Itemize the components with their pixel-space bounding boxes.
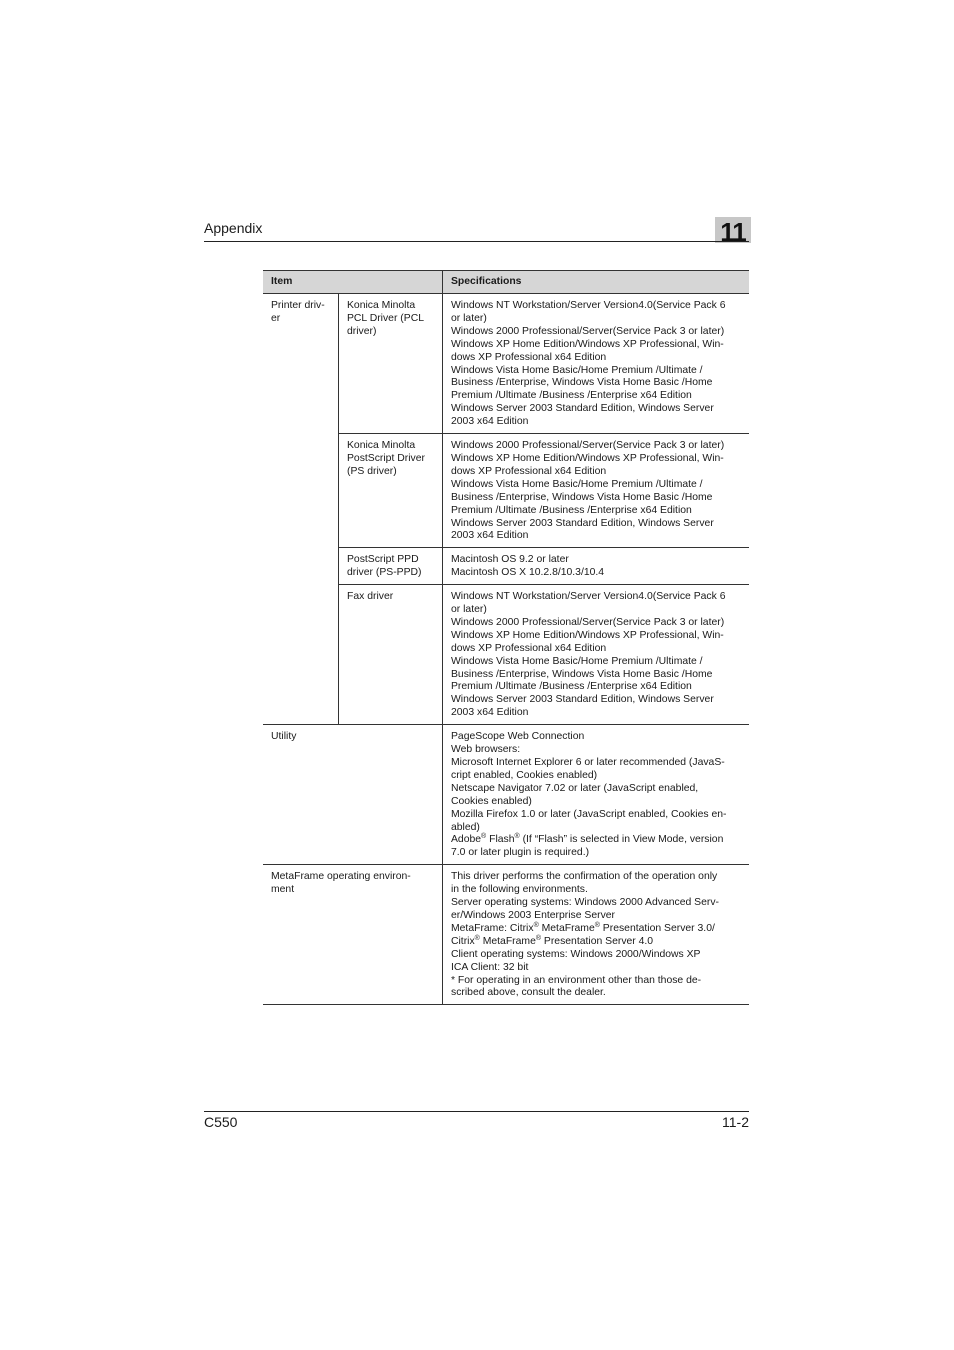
footer-page-number: 11-2 bbox=[722, 1114, 749, 1130]
presentation-server-text: Presentation Server 4.0 bbox=[541, 935, 654, 947]
spec-line: * For operating in an environment other than those de- bbox=[451, 974, 702, 986]
spec-line: Mozilla Firefox 1.0 or later (JavaScript enabled, Cookies en- bbox=[451, 808, 727, 820]
table-row bbox=[263, 725, 749, 865]
registered-mark: ® bbox=[474, 934, 480, 942]
table-header-row bbox=[263, 271, 749, 294]
driver-name-fax bbox=[339, 585, 443, 725]
column-header-specifications: Specifications bbox=[443, 271, 750, 294]
footer-model: C550 bbox=[204, 1114, 238, 1130]
label-line: Utility bbox=[271, 731, 297, 743]
spec-line: Windows Vista Home Basic/Home Premium /Ultimate / bbox=[451, 364, 703, 376]
spec-ps-driver bbox=[443, 434, 750, 548]
label-line: ment bbox=[271, 884, 295, 896]
spec-line: Windows Server 2003 Standard Edition, Windows Server bbox=[451, 694, 714, 706]
spec-line-metaframe-3 bbox=[451, 923, 741, 936]
registered-mark: ® bbox=[481, 833, 487, 841]
spec-line: Windows NT Workstation/Server Version4.0(Service Pack 6 bbox=[451, 300, 726, 311]
page-header-title: Appendix bbox=[204, 220, 263, 236]
driver-name-pcl bbox=[339, 294, 443, 434]
spec-line: in the following environments. bbox=[451, 884, 588, 896]
spec-ps-ppd-driver bbox=[443, 548, 750, 585]
spec-line: Windows 2000 Professional/Server(Service Pack 3 or later) bbox=[451, 325, 725, 337]
label-line: Printer driv- bbox=[271, 300, 325, 311]
driver-name-ps-ppd bbox=[339, 548, 443, 585]
spec-pcl-driver bbox=[443, 294, 750, 434]
spec-line: 2003 x64 Edition bbox=[451, 530, 529, 542]
spec-line: PageScope Web Connection bbox=[451, 731, 585, 743]
name-line: PCL Driver (PCL bbox=[347, 312, 424, 324]
adobe-text: Adobe bbox=[451, 834, 482, 846]
spec-line: cript enabled, Cookies enabled) bbox=[451, 769, 598, 781]
spec-line: er/Windows 2003 Enterprise Server bbox=[451, 909, 616, 921]
citrix-text: MetaFrame: Citrix bbox=[451, 922, 534, 934]
spec-line: dows XP Professional x64 Edition bbox=[451, 465, 607, 477]
name-line: PostScript PPD bbox=[347, 554, 419, 566]
registered-mark: ® bbox=[514, 833, 520, 841]
label-line: MetaFrame operating environ- bbox=[271, 871, 411, 883]
spec-line: Windows Server 2003 Standard Edition, Windows Server bbox=[451, 517, 714, 529]
registered-mark: ® bbox=[533, 921, 539, 929]
spec-line: dows XP Professional x64 Edition bbox=[451, 351, 607, 363]
spec-line: 2003 x64 Edition bbox=[451, 416, 529, 428]
spec-line: Microsoft Internet Explorer 6 or later recommended (JavaS- bbox=[451, 757, 725, 768]
name-line: PostScript Driver bbox=[347, 452, 425, 464]
spec-line: scribed above, consult the dealer. bbox=[451, 987, 606, 999]
flash-text: Flash bbox=[486, 834, 515, 846]
spec-line: Web browsers: bbox=[451, 744, 521, 756]
spec-line: or later) bbox=[451, 604, 487, 616]
spec-line: Premium /Ultimate /Business /Enterprise x64 Edition bbox=[451, 504, 692, 516]
spec-line: Windows Vista Home Basic/Home Premium /Ultimate / bbox=[451, 655, 703, 667]
spec-line: Windows Server 2003 Standard Edition, Windows Server bbox=[451, 403, 714, 415]
specifications-table bbox=[263, 270, 749, 1005]
spec-line: or later) bbox=[451, 312, 487, 324]
spec-line: Business /Enterprise, Windows Vista Home Basic /Home bbox=[451, 377, 713, 389]
spec-line: Business /Enterprise, Windows Vista Home Basic /Home bbox=[451, 491, 713, 503]
spec-line: 7.0 or later plugin is required.) bbox=[451, 847, 590, 859]
metaframe-text: MetaFrame bbox=[538, 922, 595, 934]
table-row bbox=[263, 294, 749, 434]
name-line: (PS driver) bbox=[347, 465, 397, 477]
column-header-item: Item bbox=[263, 271, 443, 294]
spec-line: Macintosh OS X 10.2.8/10.3/10.4 bbox=[451, 567, 605, 579]
spec-line: Macintosh OS 9.2 or later bbox=[451, 554, 569, 566]
spec-line: Windows 2000 Professional/Server(Service Pack 3 or later) bbox=[451, 440, 725, 452]
spec-line: Premium /Ultimate /Business /Enterprise x64 Edition bbox=[451, 681, 692, 693]
spec-line: This driver performs the confirmation of the operation only bbox=[451, 871, 718, 883]
name-line: driver (PS-PPD) bbox=[347, 567, 422, 579]
spec-line: Windows XP Home Edition/Windows XP Professional, Win- bbox=[451, 452, 724, 464]
header-rule bbox=[204, 241, 749, 242]
metaframe-label bbox=[263, 865, 443, 1005]
presentation-server-text: Presentation Server 3.0/ bbox=[599, 922, 715, 934]
name-line: Konica Minolta bbox=[347, 440, 416, 452]
registered-mark: ® bbox=[535, 934, 542, 942]
spec-metaframe bbox=[443, 865, 750, 1005]
spec-line: Client operating systems: Windows 2000/Windows XP bbox=[451, 948, 701, 960]
spec-line-metaframe-4 bbox=[451, 936, 741, 949]
utility-label bbox=[263, 725, 443, 865]
chapter-number-badge: 11 bbox=[715, 217, 751, 243]
spec-line: Windows Vista Home Basic/Home Premium /Ultimate / bbox=[451, 478, 703, 490]
label-line: er bbox=[271, 312, 281, 324]
spec-line: Windows 2000 Professional/Server(Service Pack 3 or later) bbox=[451, 616, 725, 628]
printer-driver-label bbox=[263, 294, 339, 725]
name-line: Fax driver bbox=[347, 591, 394, 603]
spec-line: ICA Client: 32 bit bbox=[451, 961, 529, 973]
spec-line: Business /Enterprise, Windows Vista Home Basic /Home bbox=[451, 668, 713, 680]
spec-line: Windows NT Workstation/Server Version4.0(Service Pack 6 bbox=[451, 591, 726, 603]
spec-line: Cookies enabled) bbox=[451, 795, 532, 807]
name-line: driver) bbox=[347, 325, 377, 337]
spec-line: Premium /Ultimate /Business /Enterprise x64 Edition bbox=[451, 390, 692, 402]
citrix-text: Citrix bbox=[451, 935, 475, 947]
spec-line: Server operating systems: Windows 2000 Advanced Serv- bbox=[451, 897, 719, 909]
spec-fax-driver bbox=[443, 585, 750, 725]
footer-rule bbox=[204, 1111, 749, 1112]
spec-line: 2003 x64 Edition bbox=[451, 707, 529, 719]
spec-line: dows XP Professional x64 Edition bbox=[451, 642, 607, 654]
spec-line: abled) bbox=[451, 821, 480, 833]
name-line: Konica Minolta bbox=[347, 300, 416, 311]
table-row bbox=[263, 865, 749, 1005]
spec-utility bbox=[443, 725, 750, 865]
spec-line: Windows XP Home Edition/Windows XP Professional, Win- bbox=[451, 338, 724, 350]
registered-mark: ® bbox=[594, 921, 600, 929]
spec-line: Netscape Navigator 7.02 or later (JavaScript enabled, bbox=[451, 782, 699, 794]
driver-name-ps bbox=[339, 434, 443, 548]
metaframe-text: MetaFrame bbox=[479, 935, 536, 947]
flash-note-text: (If “Flash” is selected in View Mode, version bbox=[519, 834, 724, 846]
spec-line-flash bbox=[451, 834, 741, 847]
spec-line: Windows XP Home Edition/Windows XP Professional, Win- bbox=[451, 629, 724, 641]
